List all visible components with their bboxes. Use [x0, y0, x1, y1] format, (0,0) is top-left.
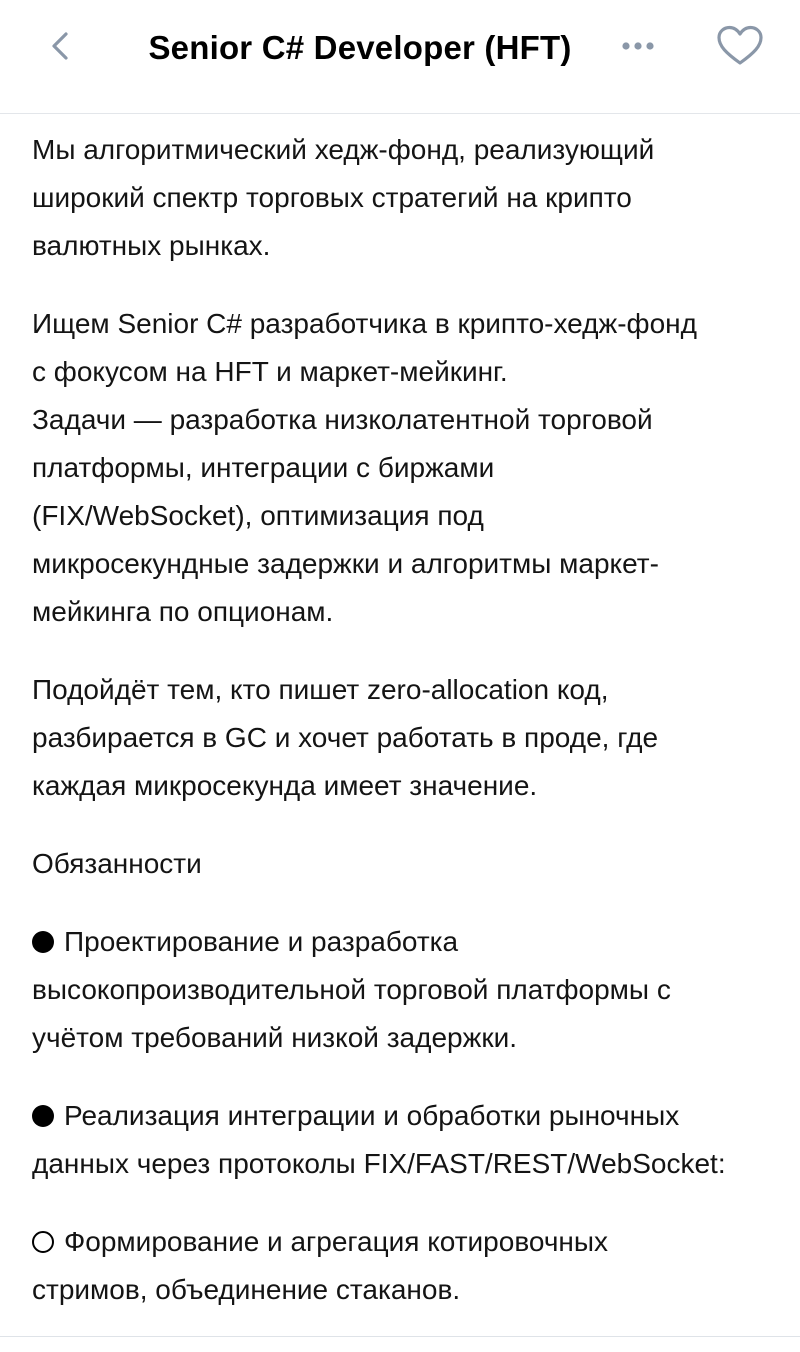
more-horizontal-icon	[620, 40, 660, 52]
list-item-text: Проектирование и разработка высокопроизводительной торговой платформы с учётом требований низкой задержки.	[32, 926, 671, 1053]
chevron-left-icon	[48, 28, 72, 64]
back-button[interactable]	[36, 22, 84, 70]
list-item-text: Формирование и агрегация котировочных стримов, объединение стаканов.	[32, 1226, 609, 1305]
bullet-filled-icon	[32, 1105, 54, 1127]
divider	[0, 1336, 800, 1337]
page-title: Senior C# Developer (HFT)	[148, 29, 572, 66]
more-options-button[interactable]	[616, 24, 664, 68]
heart-outline-icon	[716, 25, 764, 67]
list-item	[32, 1092, 782, 1188]
description-paragraph-role: Ищем Senior C# разработчика в крипто-хедж-фонд с фокусом на HFT и маркет-мейкинг. Задачи — разработка низколатентной торговой платформы, интеграции с биржами (FIX/WebSocket), оптимизация под микросекундные задержки и алгоритмы маркет- мейкинга по опционам.	[32, 308, 697, 627]
list-item	[32, 1218, 782, 1314]
vacancy-description	[32, 126, 782, 1344]
list-item-text: Реализация интеграции и обработки рыночных данных через протоколы FIX/FAST/REST/WebSocket:	[32, 1100, 726, 1179]
top-bar	[0, 0, 800, 114]
favorite-button[interactable]	[712, 20, 768, 72]
section-heading-responsibilities: Обязанности	[32, 848, 202, 879]
list-item	[32, 918, 782, 1062]
bullet-filled-icon	[32, 931, 54, 953]
description-paragraph-fit: Подойдёт тем, кто пишет zero-allocation код, разбирается в GC и хочет работать в проде, где каждая микросекунда имеет значение.	[32, 674, 659, 801]
bullet-hollow-icon	[32, 1231, 54, 1253]
description-paragraph-intro: Мы алгоритмический хедж-фонд, реализующий широкий спектр торговых стратегий на крипто валютных рынках.	[32, 134, 655, 261]
